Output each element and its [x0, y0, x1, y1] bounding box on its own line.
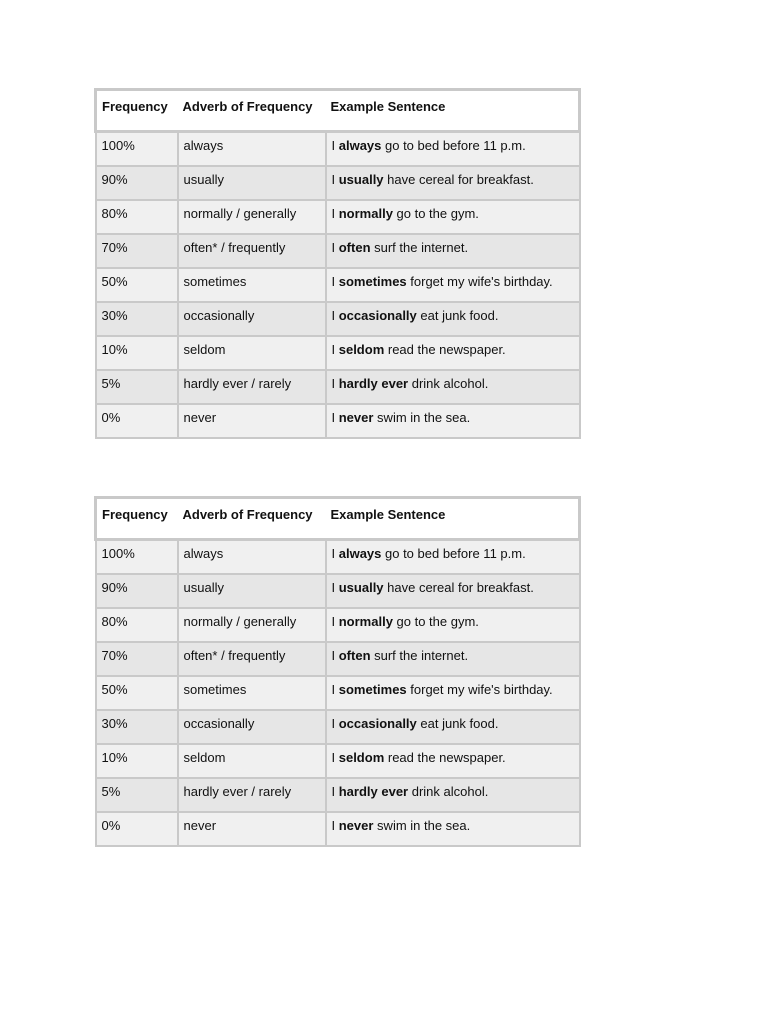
adverb-cell: never: [178, 404, 326, 438]
example-adverb: sometimes: [338, 273, 407, 289]
example-adverb: normally: [338, 205, 393, 221]
example-rest: drink alcohol.: [408, 783, 489, 799]
table-row: [96, 778, 580, 812]
example-subject: I: [331, 613, 339, 629]
frequency-cell: 10%: [96, 744, 178, 778]
example-adverb: usually: [338, 171, 384, 187]
example-subject: I: [331, 273, 339, 289]
example-cell: [326, 778, 580, 812]
example-cell: [326, 574, 580, 608]
example-adverb: never: [338, 817, 374, 833]
header-adverb: Adverb of Frequency: [178, 498, 326, 540]
example-subject: I: [331, 171, 339, 187]
example-subject: I: [331, 681, 339, 697]
adverb-cell: sometimes: [178, 676, 326, 710]
table-header-row: [96, 90, 580, 132]
example-rest: forget my wife's birthday.: [406, 273, 553, 289]
example-rest: go to bed before 11 p.m.: [381, 546, 526, 561]
frequency-cell: 80%: [96, 200, 178, 234]
frequency-cell: 50%: [96, 268, 178, 302]
example-adverb: always: [338, 546, 382, 561]
table-row: [96, 132, 580, 166]
adverb-cell: always: [178, 540, 326, 574]
example-adverb: hardly ever: [338, 375, 409, 391]
table-row: [96, 234, 580, 268]
frequency-cell: 70%: [96, 642, 178, 676]
example-rest: drink alcohol.: [408, 375, 489, 391]
example-rest: surf the internet.: [370, 239, 469, 255]
frequency-cell: 90%: [96, 166, 178, 200]
frequency-cell: 5%: [96, 370, 178, 404]
table-row: [96, 200, 580, 234]
frequency-cell: 80%: [96, 608, 178, 642]
header-example: Example Sentence: [326, 498, 580, 540]
example-rest: go to the gym.: [392, 205, 479, 221]
header-adverb: Adverb of Frequency: [178, 90, 326, 132]
example-cell: [326, 370, 580, 404]
adverb-cell: normally / generally: [178, 608, 326, 642]
example-subject: I: [331, 239, 339, 255]
table-header-row: [96, 498, 580, 540]
adverb-cell: hardly ever / rarely: [178, 370, 326, 404]
example-rest: eat junk food.: [416, 307, 499, 323]
example-subject: I: [331, 715, 339, 731]
table-row: [96, 574, 580, 608]
example-subject: I: [331, 817, 339, 833]
example-cell: [326, 336, 580, 370]
table-row: [96, 268, 580, 302]
adverb-cell: seldom: [178, 336, 326, 370]
table-row: [96, 166, 580, 200]
example-rest: go to bed before 11 p.m.: [381, 138, 526, 153]
frequency-table-1: [94, 88, 581, 439]
example-subject: I: [331, 647, 339, 663]
example-cell: [326, 642, 580, 676]
frequency-cell: 100%: [96, 540, 178, 574]
example-cell: [326, 132, 580, 166]
example-cell: [326, 404, 580, 438]
adverb-cell: often* / frequently: [178, 642, 326, 676]
example-rest: have cereal for breakfast.: [383, 579, 534, 595]
table-row: [96, 710, 580, 744]
example-subject: I: [331, 409, 339, 425]
example-adverb: occasionally: [338, 715, 417, 731]
adverb-cell: usually: [178, 574, 326, 608]
example-adverb: sometimes: [338, 681, 407, 697]
example-subject: I: [331, 341, 339, 357]
example-rest: surf the internet.: [370, 647, 469, 663]
table-row: [96, 540, 580, 574]
header-frequency: Frequency: [96, 90, 178, 132]
example-subject: I: [331, 783, 339, 799]
example-cell: [326, 166, 580, 200]
example-adverb: hardly ever: [338, 783, 409, 799]
example-adverb: seldom: [338, 341, 385, 357]
example-rest: forget my wife's birthday.: [406, 681, 553, 697]
example-adverb: seldom: [338, 749, 385, 765]
example-adverb: often: [338, 239, 371, 255]
example-subject: I: [331, 579, 339, 595]
example-adverb: never: [338, 409, 374, 425]
adverb-cell: always: [178, 132, 326, 166]
frequency-cell: 50%: [96, 676, 178, 710]
table-row: [96, 642, 580, 676]
example-adverb: always: [338, 138, 382, 153]
example-adverb: often: [338, 647, 371, 663]
frequency-cell: 30%: [96, 710, 178, 744]
adverb-cell: sometimes: [178, 268, 326, 302]
example-subject: I: [331, 138, 339, 153]
table-row: [96, 744, 580, 778]
example-adverb: usually: [338, 579, 384, 595]
example-cell: [326, 302, 580, 336]
table-row: [96, 336, 580, 370]
frequency-cell: 70%: [96, 234, 178, 268]
example-subject: I: [331, 205, 339, 221]
adverb-cell: usually: [178, 166, 326, 200]
example-rest: swim in the sea.: [373, 409, 471, 425]
example-cell: [326, 268, 580, 302]
table-row: [96, 370, 580, 404]
example-adverb: occasionally: [338, 307, 417, 323]
example-cell: [326, 200, 580, 234]
example-cell: [326, 540, 580, 574]
example-adverb: normally: [338, 613, 393, 629]
adverb-cell: hardly ever / rarely: [178, 778, 326, 812]
example-subject: I: [331, 749, 339, 765]
example-rest: eat junk food.: [416, 715, 499, 731]
adverb-cell: normally / generally: [178, 200, 326, 234]
example-cell: [326, 744, 580, 778]
table-row: [96, 676, 580, 710]
adverb-cell: occasionally: [178, 710, 326, 744]
adverb-cell: occasionally: [178, 302, 326, 336]
table-row: [96, 302, 580, 336]
example-rest: have cereal for breakfast.: [383, 171, 534, 187]
frequency-table-2: [94, 496, 581, 847]
adverb-cell: seldom: [178, 744, 326, 778]
example-rest: read the newspaper.: [384, 341, 506, 357]
table-row: [96, 404, 580, 438]
example-subject: I: [331, 546, 339, 561]
frequency-cell: 5%: [96, 778, 178, 812]
frequency-cell: 10%: [96, 336, 178, 370]
table-row: [96, 812, 580, 846]
frequency-cell: 30%: [96, 302, 178, 336]
table-row: [96, 608, 580, 642]
adverb-cell: often* / frequently: [178, 234, 326, 268]
frequency-cell: 100%: [96, 132, 178, 166]
example-rest: swim in the sea.: [373, 817, 471, 833]
frequency-cell: 0%: [96, 812, 178, 846]
example-cell: [326, 234, 580, 268]
example-cell: [326, 710, 580, 744]
example-cell: [326, 676, 580, 710]
adverb-cell: never: [178, 812, 326, 846]
header-frequency: Frequency: [96, 498, 178, 540]
example-cell: [326, 608, 580, 642]
example-subject: I: [331, 375, 339, 391]
example-subject: I: [331, 307, 339, 323]
example-cell: [326, 812, 580, 846]
example-rest: go to the gym.: [392, 613, 479, 629]
example-rest: read the newspaper.: [384, 749, 506, 765]
header-example: Example Sentence: [326, 90, 580, 132]
frequency-cell: 90%: [96, 574, 178, 608]
frequency-cell: 0%: [96, 404, 178, 438]
